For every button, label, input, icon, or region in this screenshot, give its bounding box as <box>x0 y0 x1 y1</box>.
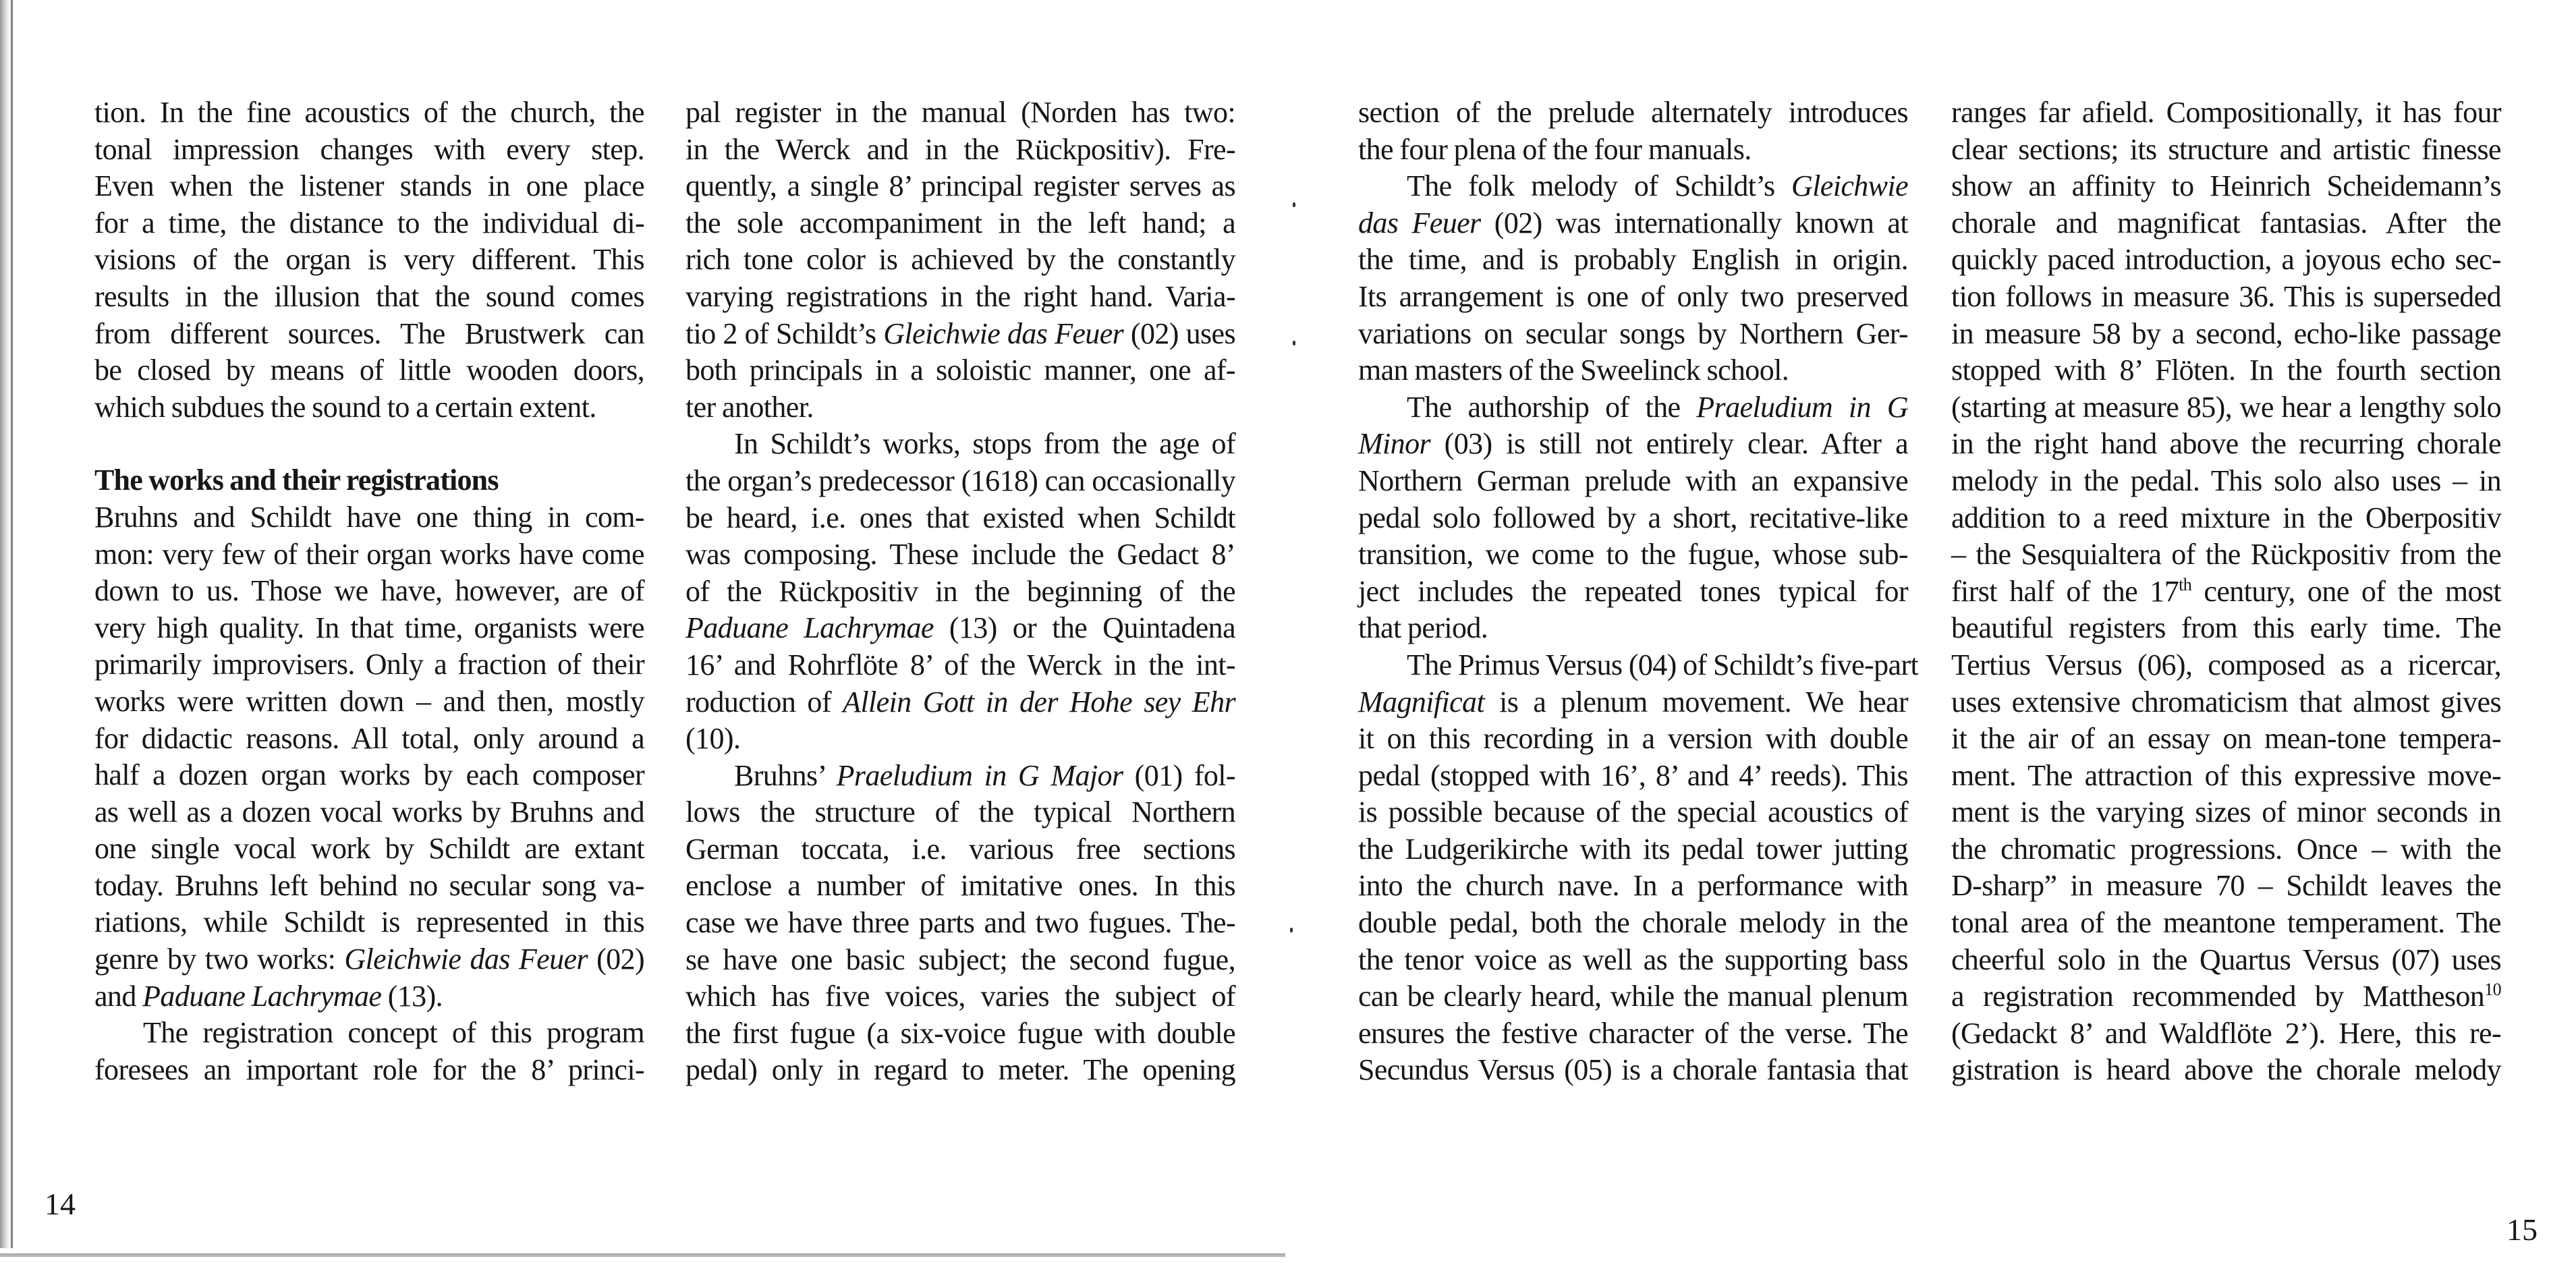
track-number: (13). <box>381 979 443 1013</box>
paragraph-authorship <box>1358 389 1908 647</box>
text-line: enclose a number of imitative ones. In this <box>685 869 1235 903</box>
text-line <box>1951 978 2501 1015</box>
text-line: one single vocal work by Schildt are extant <box>94 832 644 866</box>
text-line: today. Bruhns left behind no secular song va- <box>94 868 644 902</box>
text-line: show an affinity to Heinrich Scheidemann’s <box>1951 169 2501 203</box>
text-run: (02) was internationally known at <box>1480 206 1908 240</box>
text-line: case we have three parts and two fugues. The- <box>685 906 1235 940</box>
text-line: for a time, the distance to the individual di- <box>94 206 644 240</box>
paragraph-schildt-stops <box>685 426 1235 757</box>
work-title: Magnificat <box>1358 685 1485 719</box>
text-line: In Schildt’s works, stops from the age of <box>734 427 1235 461</box>
text-line: primarily improvisers. Only a fraction of their <box>94 648 644 681</box>
text-line: both principals in a soloistic manner, one af- <box>685 354 1235 387</box>
text-line: pedal (stopped with 16’, 8’ and 4’ reeds). This <box>1358 758 1908 792</box>
column-1 <box>94 94 644 1088</box>
footnote-marker: 10 <box>2484 980 2501 1000</box>
text-line: Northern German prelude with an expansive <box>1358 464 1908 497</box>
text-run: is a plenum movement. We hear <box>1484 685 1908 719</box>
text-line: which has five voices, varies the subject of <box>685 980 1235 1013</box>
text-line <box>685 684 1235 721</box>
text-line: quently, a single 8’ principal register serves as <box>685 169 1235 203</box>
text-line: Tertius Versus (06), composed as a ricercar, <box>1951 648 2501 681</box>
section-heading: The works and their registrations <box>94 464 499 497</box>
text-line: half a dozen organ works by each composer <box>94 758 644 792</box>
text-run: century, one of the most <box>2191 574 2501 608</box>
text-line: Secundus Versus (05) is a chorale fantasia that <box>1358 1053 1908 1087</box>
text-line <box>685 758 1235 795</box>
text-line: which subdues the sound to a certain extent. <box>94 390 596 424</box>
text-run: and <box>94 979 143 1013</box>
text-line: the time, and is probably English in origin. <box>1358 243 1908 277</box>
text-line: The registration concept of this program <box>143 1016 644 1050</box>
text-line: that period. <box>1358 611 1488 645</box>
work-title: Praeludium in G Major <box>836 758 1123 792</box>
text-run: (03) is still not entirely clear. After a <box>1430 427 1908 461</box>
text-line: as well as a dozen vocal works by Bruhns and <box>94 795 644 829</box>
text-line: the Ludgerikirche with its pedal tower jutting <box>1358 832 1908 866</box>
text-line: double pedal, both the chorale melody in the <box>1358 906 1908 940</box>
text-run: first half of the 17 <box>1951 574 2179 608</box>
text-line: (Gedackt 8’ and Waldflöte 2’). Here, this re- <box>1951 1016 2501 1050</box>
text-line: visions of the organ is very different. This <box>94 243 644 277</box>
work-title: Minor <box>1358 427 1431 461</box>
paragraph-principal <box>685 94 1235 426</box>
track-number: (02) <box>587 943 644 976</box>
text-line: cheerful solo in the Quartus Versus (07) uses <box>1951 943 2501 976</box>
work-title: Allein Gott in der Hohe sey Ehr <box>843 685 1235 719</box>
column-3 <box>1358 94 1919 1089</box>
column-4 <box>1951 94 2501 1089</box>
text-line: it the air of an essay on mean-tone tempera- <box>1951 722 2501 756</box>
text-line: ter another. <box>685 390 814 424</box>
text-line <box>685 316 1235 353</box>
text-line <box>1358 684 1908 721</box>
superscript: th <box>2179 574 2192 594</box>
text-run: (13) or the Quintadena <box>933 611 1235 645</box>
work-title: Praeludium in G <box>1696 390 1908 424</box>
text-line: is possible because of the special acoustics of <box>1358 795 1908 829</box>
work-title: Gleichwie das Feuer <box>344 943 588 976</box>
text-line: the first fugue (a six-voice fugue with double <box>685 1016 1235 1050</box>
text-line: German toccata, i.e. various free sections <box>685 832 1235 866</box>
text-line: tion follows in measure 36. This is superseded <box>1951 279 2501 313</box>
text-line: D-sharp” in measure 70 – Schildt leaves the <box>1951 869 2501 903</box>
text-line: uses extensive chromaticism that almost gives <box>1951 685 2501 719</box>
text-line: riations, while Schildt is represented in this <box>94 905 644 939</box>
text-run: The authorship of the <box>1407 390 1697 424</box>
text-line: (starting at measure 85), we hear a lengthy solo <box>1951 390 2501 424</box>
text-line: beautiful registers from this early time. The <box>1951 611 2501 645</box>
text-line: section of the prelude alternately introduces <box>1358 96 1908 129</box>
text-line: rich tone color is achieved by the constantly <box>685 243 1235 277</box>
scan-speck <box>1293 341 1295 345</box>
text-line: the sole accompaniment in the left hand; a <box>685 206 1235 240</box>
paragraph-opening-section <box>1358 94 1908 168</box>
text-line: was composing. These include the Gedact 8’ <box>685 538 1235 571</box>
text-line: in measure 58 by a second, echo-like passage <box>1951 316 2501 350</box>
text-line: results in the illusion that the sound comes <box>94 279 644 313</box>
text-line: lows the structure of the typical Northern <box>685 795 1235 829</box>
text-line: be heard, i.e. ones that existed when Schildt <box>685 501 1235 534</box>
text-line: varying registrations in the right hand. Varia- <box>685 279 1235 313</box>
text-line <box>1358 205 1908 242</box>
text-line <box>94 978 644 1015</box>
text-line <box>685 610 1235 647</box>
text-line: works were written down – and then, mostly <box>94 684 644 718</box>
text-run: (01) fol- <box>1123 758 1235 792</box>
paragraph-secundus-tertius <box>1951 94 2501 1089</box>
text-line: clear sections; its structure and artistic finesse <box>1951 132 2501 166</box>
page-15 <box>1285 0 2576 1263</box>
text-line: Bruhns and Schildt have one thing in com- <box>94 500 644 534</box>
text-line: the organ’s predecessor (1618) can occasionally <box>685 464 1235 497</box>
text-line: be closed by means of little wooden doors, <box>94 354 644 387</box>
text-line: tion. In the fine acoustics of the church, the <box>94 96 644 129</box>
text-line: pedal) only in regard to meter. The opening <box>685 1053 1235 1087</box>
text-line: quickly paced introduction, a joyous echo sec- <box>1951 243 2501 277</box>
paragraph-works <box>94 499 644 1015</box>
text-line: from different sources. The Brustwerk can <box>94 316 644 350</box>
page-number: 14 <box>45 1187 76 1221</box>
text-line <box>1951 573 2501 611</box>
text-run: tio 2 of Schildt’s <box>685 316 884 350</box>
paragraph-registration-concept <box>94 1015 644 1088</box>
paragraph-primus-versus <box>1358 647 1919 1089</box>
text-line <box>94 941 644 978</box>
column-2 <box>685 94 1235 1089</box>
text-line: gistration is heard above the chorale melody <box>1951 1053 2501 1087</box>
text-run: roduction of <box>685 685 843 719</box>
page-number: 15 <box>2507 1212 2538 1247</box>
text-line: 16’ and Rohrflöte 8’ of the Werck in the int- <box>685 648 1235 681</box>
text-line: the tenor voice as well as the supporting bass <box>1358 943 1908 976</box>
text-line: it on this recording in a version with double <box>1358 722 1908 756</box>
text-line: mon: very few of their organ works have come <box>94 537 644 571</box>
text-run: Bruhns’ <box>734 758 837 792</box>
text-line: of the Rückpositiv in the beginning of the <box>685 574 1235 608</box>
paragraph-bruhns-praeludium <box>685 758 1235 1089</box>
work-title: das Feuer <box>1358 206 1481 240</box>
text-line: the chromatic progressions. Once – with the <box>1951 832 2501 866</box>
text-line <box>1358 426 1908 463</box>
text-line: – the Sesquialtera of the Rückpositiv from the <box>1951 538 2501 571</box>
text-line: ment is the varying sizes of minor seconds in <box>1951 795 2501 829</box>
text-line <box>1358 389 1908 426</box>
text-line: man masters of the Sweelinck school. <box>1358 354 1789 387</box>
text-line: in the Werck and in the Rückpositiv). Fre- <box>685 132 1235 166</box>
text-line: stopped with 8’ Flöten. In the fourth section <box>1951 354 2501 387</box>
text-line: ject includes the repeated tones typical for <box>1358 574 1908 608</box>
text-line: addition to a reed mixture in the Oberpositiv <box>1951 501 2501 534</box>
work-title: Gleichwie <box>1791 169 1908 203</box>
scan-speck <box>1293 202 1295 207</box>
text-line: se have one basic subject; the second fugue, <box>685 943 1235 976</box>
text-line: down to us. Those we have, however, are of <box>94 574 644 608</box>
paragraph-acoustics <box>94 94 644 426</box>
text-line: tonal impression changes with every step. <box>94 132 644 166</box>
text-line: Even when the listener stands in one place <box>94 169 644 203</box>
work-title: Paduane Lachrymae <box>685 611 934 645</box>
scan-speck <box>1290 928 1293 932</box>
text-line: foresees an important role for the 8’ princi- <box>94 1052 644 1086</box>
page-14 <box>0 0 1285 1263</box>
text-line: (10). <box>685 722 741 756</box>
text-line: into the church nave. In a performance with <box>1358 869 1908 903</box>
text-run: a registration recommended by Mattheson <box>1951 980 2485 1013</box>
text-line: can be clearly heard, while the manual plenum <box>1358 980 1908 1013</box>
text-line: variations on secular songs by Northern Ger- <box>1358 316 1908 350</box>
text-line: the four plena of the four manuals. <box>1358 132 1752 166</box>
text-line: ensures the festive character of the verse. The <box>1358 1016 1908 1050</box>
text-line: ranges far afield. Compositionally, it has four <box>1951 96 2501 129</box>
text-line: The Primus Versus (04) of Schildt’s five-part <box>1407 648 1919 681</box>
text-line: pedal solo followed by a short, recitative-like <box>1358 501 1908 534</box>
work-title: Gleichwie das Feuer <box>883 316 1124 350</box>
text-line: chorale and magnificat fantasias. After the <box>1951 206 2501 240</box>
paragraph-folk-melody <box>1358 168 1908 389</box>
text-line <box>1358 168 1908 205</box>
text-line: tonal area of the meantone temperament. The <box>1951 906 2501 940</box>
text-line: transition, we come to the fugue, whose sub- <box>1358 538 1908 571</box>
text-run: (02) uses <box>1123 316 1235 350</box>
text-line: ment. The attraction of this expressive move- <box>1951 758 2501 792</box>
text-line: Its arrangement is one of only two preserved <box>1358 279 1908 313</box>
text-line: pal register in the manual (Norden has two: <box>685 96 1235 129</box>
text-line: for didactic reasons. All total, only around a <box>94 721 644 755</box>
text-run: The folk melody of Schildt’s <box>1407 169 1791 203</box>
work-title: Paduane Lachrymae <box>142 979 382 1013</box>
text-run: genre by two works: <box>94 943 345 976</box>
text-line: melody in the pedal. This solo also uses – in <box>1951 464 2501 497</box>
text-line: very high quality. In that time, organists were <box>94 611 644 644</box>
text-line: in the right hand above the recurring chorale <box>1951 427 2501 461</box>
